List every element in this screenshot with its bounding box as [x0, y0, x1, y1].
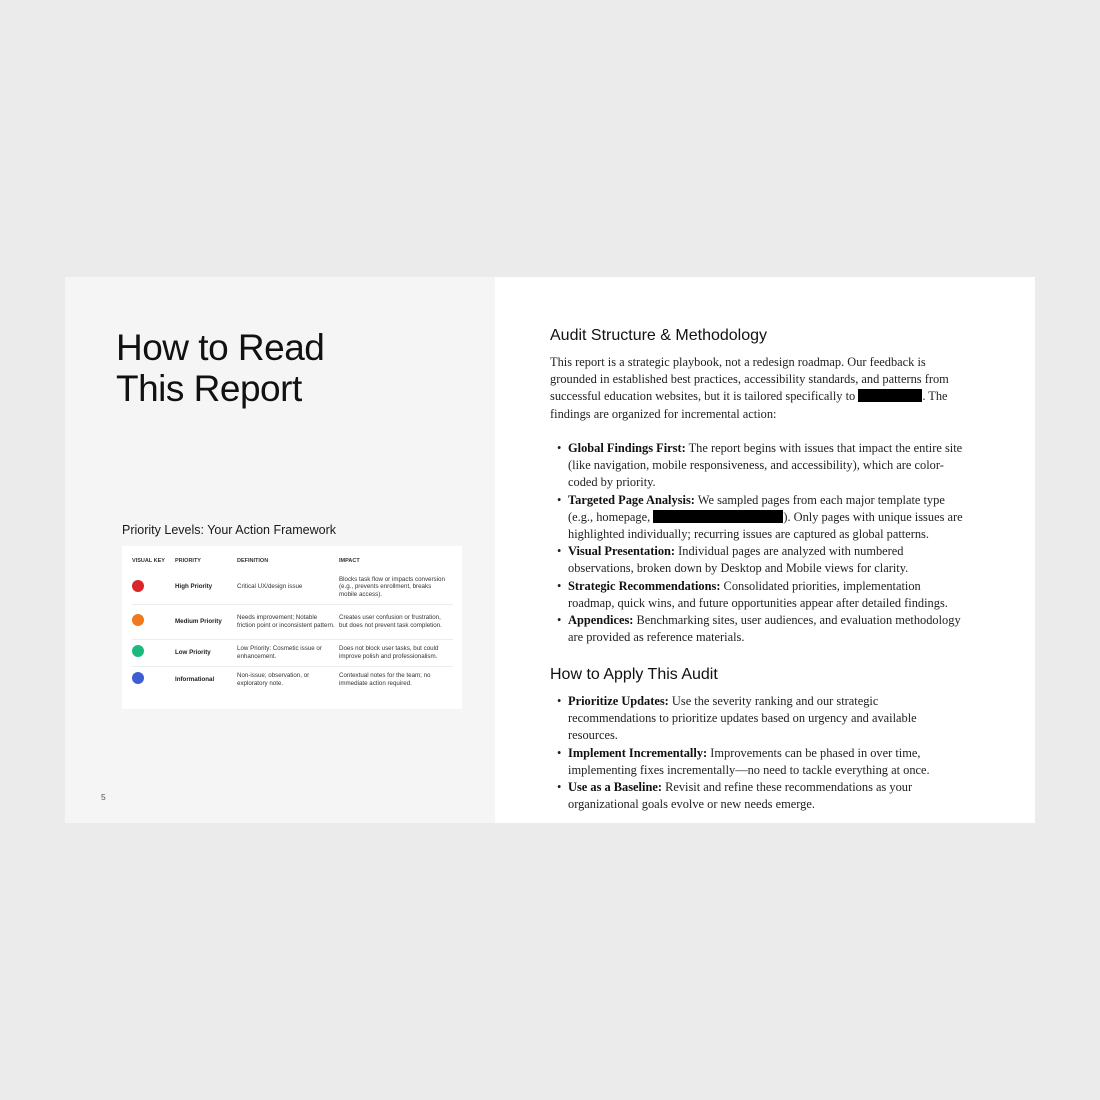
table-row	[132, 666, 453, 693]
methodology-list	[557, 440, 968, 646]
priority-table-card	[122, 546, 462, 709]
intro-text-before: This report is a strategic playbook, not a redesign roadmap. Our feedback is grounded in established best practices, accessibility standards, and patterns from successful education websites, but it is tailored specifically to	[550, 355, 949, 404]
page-title	[116, 327, 446, 409]
definition-cell: Non-issue; observation, or exploratory note.	[237, 666, 339, 693]
visual-key-cell	[132, 571, 175, 604]
impact-cell: Creates user confusion or frustration, but does not prevent task completion.	[339, 604, 453, 639]
bullet-icon: •	[557, 578, 562, 593]
priority-dot-icon	[132, 645, 144, 657]
table-header-row	[132, 554, 453, 571]
section-heading-methodology: Audit Structure & Methodology	[550, 327, 768, 344]
table-row	[132, 571, 453, 604]
title-line-1: How to Read	[116, 327, 325, 368]
list-item	[557, 779, 968, 813]
bullet-icon: •	[557, 544, 562, 559]
bullet-icon: •	[557, 745, 562, 760]
list-item-text: We sampled pages from each major template type (e.g., homepage,	[568, 492, 945, 524]
redaction-block	[858, 389, 922, 402]
bullet-icon: •	[557, 492, 562, 507]
redaction-block	[653, 510, 783, 523]
list-item-label: Strategic Recommendations:	[568, 578, 721, 593]
list-item-text: Improvements can be phased in over time, implementing fixes incrementally—no need to tackle everything at once.	[568, 745, 930, 777]
intro-text-after: . The findings are organized for incremental action:	[550, 389, 948, 421]
list-item-text: Use the severity ranking and our strategic recommendations to prioritize updates based on urgency and available resources.	[568, 694, 917, 743]
title-line-2: This Report	[116, 368, 302, 409]
table-row	[132, 604, 453, 639]
definition-cell: Critical UX/design issue	[237, 583, 303, 591]
bullet-icon: •	[557, 694, 562, 708]
header-definition: DEFINITION	[237, 558, 269, 564]
impact-cell: Contextual notes for the team; no immediate action required.	[339, 666, 453, 693]
header-visual-key: VISUAL KEY	[132, 558, 165, 564]
bullet-icon: •	[557, 780, 562, 795]
right-page	[495, 277, 1035, 823]
apply-list	[557, 693, 968, 813]
framework-title: Priority Levels: Your Action Framework	[122, 523, 336, 537]
definition-cell: Needs improvement; Notable friction point or inconsistent pattern.	[237, 604, 339, 639]
visual-key-cell	[132, 666, 175, 693]
impact-cell: Blocks task flow or impacts conversion (e.g., prevents enrollment, breaks mobile access).	[339, 575, 445, 599]
list-item	[557, 543, 968, 577]
list-item-label: Implement Incrementally:	[568, 745, 708, 760]
visual-key-cell	[132, 604, 175, 639]
list-item-text: Individual pages are analyzed with numbered observations, broken down by Desktop and Mobile views for clarity.	[568, 544, 909, 576]
list-item-label: Use as a Baseline:	[568, 780, 662, 795]
header-impact: IMPACT	[339, 558, 360, 564]
list-item-label: Prioritize Updates:	[568, 694, 669, 708]
bullet-icon: •	[557, 441, 562, 455]
priority-cell: Low Priority	[175, 639, 237, 666]
definition-cell: Low Priority: Cosmetic issue or enhancement.	[237, 639, 339, 666]
priority-cell: Medium Priority	[175, 604, 237, 639]
priority-table	[132, 554, 453, 693]
priority-dot-icon	[132, 580, 144, 592]
list-item-text: Consolidated priorities, implementation roadmap, quick wins, and future opportunities appear after detailed findings.	[568, 578, 948, 610]
list-item-text: Benchmarking sites, user audiences, and evaluation methodology are provided as reference materials.	[568, 613, 961, 645]
list-item-text: The report begins with issues that impact the entire site (like navigation, mobile responsiveness, and accessibility), which are color-coded by priority.	[568, 441, 963, 490]
list-item-label: Appendices:	[568, 613, 634, 628]
list-item	[557, 693, 968, 745]
header-priority: PRIORITY	[175, 558, 201, 564]
list-item-text: Revisit and refine these recommendations as your organizational goals evolve or new needs emerge.	[568, 780, 913, 812]
list-item	[557, 440, 968, 492]
list-item-label: Global Findings First:	[568, 441, 686, 455]
bullet-icon: •	[557, 613, 562, 628]
priority-cell: Informational	[175, 666, 237, 693]
visual-key-cell	[132, 639, 175, 666]
page-number: 5	[101, 792, 106, 802]
list-item	[557, 612, 968, 646]
list-item-text: ). Only pages with unique issues are highlighted individually; recurring issues are captured as global patterns.	[568, 509, 963, 542]
impact-cell: Does not block user tasks, but could improve polish and professionalism.	[339, 639, 453, 666]
priority-dot-icon	[132, 614, 144, 626]
list-item	[557, 492, 968, 544]
table-row	[132, 639, 453, 666]
list-item-label: Targeted Page Analysis:	[568, 492, 695, 507]
document-spread	[65, 277, 1035, 823]
priority-dot-icon	[132, 672, 144, 684]
list-item	[557, 578, 968, 612]
list-item-label: Visual Presentation:	[568, 544, 676, 559]
list-item	[557, 745, 968, 779]
intro-paragraph	[550, 354, 950, 423]
priority-cell: High Priority	[175, 583, 213, 591]
section-heading-apply: How to Apply This Audit	[550, 666, 718, 683]
left-page	[65, 277, 495, 823]
